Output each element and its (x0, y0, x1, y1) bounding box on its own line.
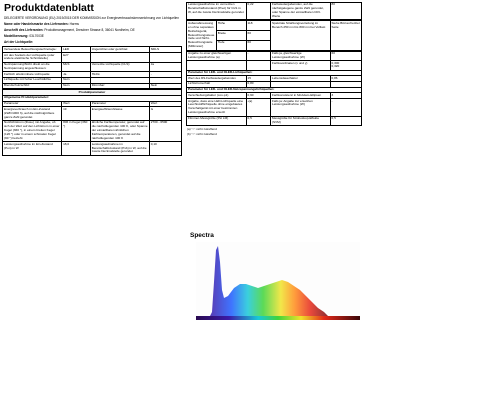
intro-text: DELEGIERTE VERORDNUNG (EU) 2019/2015 DER KOMMISSION zur Energieverbrauchskennzeichnung von Lichtquellen (4, 16, 179, 20)
tech-table-cell: NDLS (149, 47, 181, 53)
product-param-cell: 19 (62, 107, 91, 121)
led-mains-param-cell: Farbkonsistenz in McAdam-Ellipsen (271, 93, 331, 99)
right-column (186, 2, 362, 136)
right-mid-cell: Falls ja, gleichwertige Leistungsaufnahme (W) (271, 51, 331, 61)
led-mains-param-cell: Messgröße für Stroboskop-Effekte (SVM) (271, 116, 331, 126)
supplier-address: Anschrift des Lieferanten: Produktmanagement, Dresdner Strasse 8, 36041 Nordheim, DE (4, 28, 135, 33)
led-param-cell: Wert des R9-Farbwiedergabeindex (187, 76, 247, 82)
product-param-cell: G (149, 107, 181, 121)
tech-table-cell: Farblich abstimmbare Lichtquelle: (3, 72, 62, 78)
footnote-b: (b) "-": nicht zutreffend (187, 132, 217, 137)
param-header-4: Wert (149, 101, 181, 107)
spectra-figure (188, 232, 364, 324)
led-mains-param-cell: Angabe, dass eine LED-Lichtquelle eine Leuchtstofflichtquelle ohne eingebautes Vorschaltgerät mit einer bestimmten Leistungsaufnahme ersetzt (187, 99, 247, 116)
right-mid-row (187, 51, 362, 61)
right-top-row (187, 3, 362, 20)
light-source-type: Art der Lichtquelle: (4, 40, 34, 45)
led-param-cell: Lebensdauerfaktor (271, 76, 331, 82)
supplier-name: Name oder Handelsmarke des Lieferanten: Harms (4, 22, 79, 27)
led-mains-param-cell: 0,5 (330, 116, 362, 126)
tech-table-cell: Nein (62, 83, 91, 89)
left-column (2, 2, 182, 156)
product-param-cell: 0,10 (149, 142, 181, 156)
tech-table-cell: Art des Sockels der Lichtquelle (oder andere elektrische Schnittstelle) (3, 53, 62, 63)
right-top-cell: Farbwiedergabeindex, auf die nächstgelegene ganze Zahl gerundet, oder Spanne der einstellbaren CRI-Werte (271, 3, 331, 20)
product-param-cell: Leistungsaufnahme im Bereitschaftszustand (Psb) in W, auf die zweite Dezimalstelle gerundet (90, 142, 149, 156)
dimensions-label: Außenabmessungen ohne separates Betriebsgerät, Beleuchtungssteuerteile und Nicht-Beleuchtungsteile (Millimeter) (188, 20, 215, 49)
spectral-value: Siehe Bild auf letzter Seite (330, 21, 362, 50)
tech-table-cell: Nein (62, 78, 91, 84)
product-param-row (3, 120, 182, 141)
spectral-label: Spektrale Strahlungsverteilung im Bereich 250 nm bis 800 nm bei Volllast (271, 21, 331, 50)
param-header-2: Wert (62, 101, 91, 107)
dim-height-value: 118 (246, 21, 271, 31)
product-param-cell: Leistungsaufnahme im Ein-Zustand (Pon) in W (3, 142, 62, 156)
dim-width-label: Breite (216, 31, 246, 41)
param-header-1: Parameter (3, 101, 62, 107)
led-mains-param-cell: 3 (330, 93, 362, 99)
right-mid-cell (246, 61, 271, 71)
tech-table-row (3, 62, 182, 72)
led-mains-param-cell: 0,90 (246, 93, 271, 99)
tech-table-cell: - (149, 72, 181, 78)
product-param-row (3, 142, 182, 156)
tech-table-cell: E27 (62, 53, 91, 63)
spectra-title: Spectra (190, 232, 214, 239)
dim-width-value: 60 (246, 31, 271, 41)
tech-table-cell: Netzspannung/Nicht direkt an die Netzspannung angeschlossen: (3, 62, 62, 72)
product-param-cell: 2700 - 6500 (149, 120, 181, 141)
right-mid-cell: Farbkoordinaten (x und y) (271, 61, 331, 71)
product-param-cell: 18,0 (62, 142, 91, 156)
led-param-cell: 0,86 (330, 76, 362, 82)
tech-table-cell: Nein (149, 83, 181, 89)
right-mid-cell: - (246, 51, 271, 61)
product-param-cell: 806 in Kugel (360 °) (62, 120, 91, 141)
right-top-cell: 80 (330, 3, 362, 20)
led-mains-param-cell: -(a) (246, 99, 271, 116)
tech-table-cell: Verwendete Beleuchtungstechnologie: (3, 47, 62, 53)
tech-table-cell (90, 53, 149, 63)
dimensions-table (186, 20, 362, 50)
tech-table-cell: Blendschutzschild: (3, 83, 62, 89)
dim-height-label: Höhe (216, 21, 246, 31)
tech-table-row (3, 83, 182, 89)
right-mid-cell: Angabe zu einer gleichwertigen Leistungsaufnahme (a) (187, 51, 247, 61)
spectrum-chart (188, 232, 364, 324)
led-params-header: Parameter für LED- und OLED-Lichtquellen: (187, 70, 362, 76)
model-id: Modellkennung: 03L7003E (4, 34, 44, 39)
dim-depth-label: Tiefe (216, 40, 246, 50)
tech-table-cell: LED (62, 47, 91, 53)
led-param-cell: Lichtstromerhalt (187, 82, 247, 88)
tech-table-cell: Ja (62, 72, 91, 78)
led-mains-param-cell: Falls ja: Angabe zur ersetzten Leistungsaufnahme (W) (271, 99, 331, 116)
tech-table-cell (149, 53, 181, 63)
tech-table-cell: Lichtquelle mit hoher Leuchtdichte (3, 78, 62, 84)
tech-table-cell: Ungerichtet oder gerichtet: (90, 47, 149, 53)
right-mid-cell (187, 61, 247, 71)
tech-table-cell: Ja (149, 62, 181, 72)
product-param-cell: Energieverbrauch im Ein-Zustand (kWh/1000 h), auf die nächstgrößere ganze Zahl gerundet (3, 107, 62, 121)
tech-table-row (3, 53, 182, 63)
right-top-cell: 0,22 (246, 3, 271, 20)
general-params-header: Allgemeine Produktparameter: (3, 96, 182, 102)
dim-depth-value: 60 (246, 40, 271, 50)
led-mains-param-cell: Flimmer-Messgröße (Pst LM) (187, 116, 247, 126)
led-param-cell: 0,80 (246, 82, 271, 88)
product-param-row (3, 107, 182, 121)
right-top-cell: Leistungsaufnahme im vernetzten Bereitschaftszustand (Pnet) für CLS in W, auf die zweite Dezimalstelle gerundet (187, 3, 247, 20)
spectrum-bar (196, 316, 360, 320)
footnote-a: (a) "-": nicht zutreffend (187, 127, 217, 132)
right-top-table (186, 2, 362, 20)
led-mains-header: Parameter für LED- und OLED-Netzspannungslichtquellen: (187, 87, 362, 93)
led-mains-param-cell: - (330, 99, 362, 116)
product-param-cell: Nutzlichtstrom (Φuse) mit Angabe, ob sich der Wert auf den Lichtstrom in einer Kugel (360 °), in einem breiten Kegel (120 °) oder in einem schmalen Kegel (90 °) bezieht (3, 120, 62, 141)
product-params-table (2, 89, 182, 155)
right-mid-table (186, 51, 362, 127)
led-mains-param-cell: Verschiebungsfaktor (cos φ1) (187, 93, 247, 99)
product-params-header: Produktparameter (3, 90, 182, 96)
technology-table (2, 46, 182, 89)
right-mid-row (187, 61, 362, 71)
page-title: Produktdatenblatt (4, 2, 94, 14)
tech-table-cell: Dimmbar: (90, 83, 149, 89)
param-header-3: Parameter (90, 101, 149, 107)
led-param-cell: 15 (246, 76, 271, 82)
tech-table-cell: HLDs: (90, 72, 149, 78)
product-param-cell: Energieeffizienzklasse (90, 107, 149, 121)
led-mains-param-row (187, 99, 362, 116)
led-mains-param-cell: 0,5 (246, 116, 271, 126)
right-mid-cell: 60 (330, 51, 362, 61)
tech-table-cell: Vernetzte Lichtquelle (CLS): (90, 62, 149, 72)
led-mains-param-row (187, 116, 362, 126)
tech-table-cell: MLS (62, 62, 91, 72)
product-param-cell: ähnliche Farbtemperatur, gerundet auf die nächstliegenden 100 K, oder Spanne der einstellbaren ähnlichen Farbtemperaturen, gerundet auf die nächstliegenden 100 K (91, 120, 148, 140)
right-mid-cell: 0,300 0,320 (330, 61, 362, 71)
